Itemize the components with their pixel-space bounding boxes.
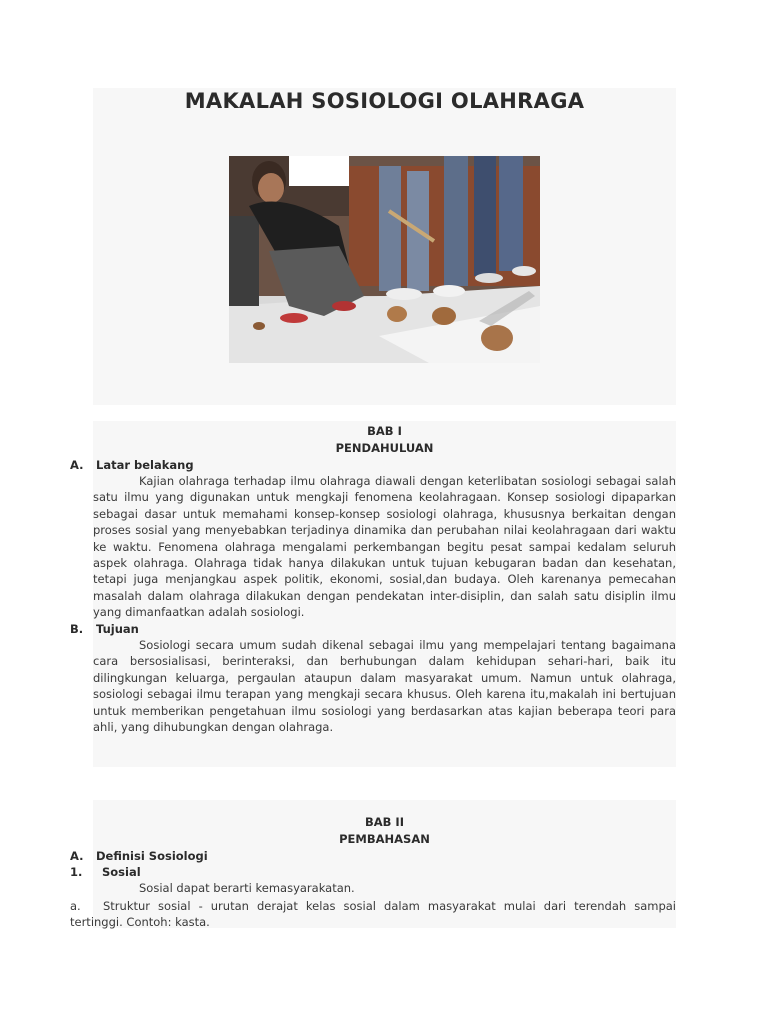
section-b-title: Tujuan [96, 622, 139, 636]
list-item-a-marker: a. [70, 899, 81, 913]
section-b-heading [70, 622, 139, 636]
sosial-title: Sosial [102, 865, 141, 879]
list-item-a [70, 898, 676, 931]
sosial-heading [70, 865, 141, 879]
sosial-paragraph: Sosial dapat berarti kemasyarakatan. [139, 881, 355, 895]
cover-photo-illustration [229, 156, 540, 363]
section-a-paragraph: Kajian olahraga terhadap ilmu olahraga diawali dengan keterlibatan sosiologi sebagai salah satu ilmu yang digunakan untuk mengkaji fenomena keolahragaan. Konsep sosiologi dipaparkan sebagai dasar untuk memahami konsep-konsep sosiologi olahraga, khususnya berkaitan dengan proses sosial yang menyebabkan terjadinya dinamika dan perubahan nilai keolahragaan dari waktu ke waktu. Fenomena olahraga mengalami perkembangan begitu pesat sampai kedalam seluruh aspek olahraga. Olahraga tidak hanya dilakukan untuk tujuan kebugaran badan dan kesehatan, tetapi juga menjangkau aspek politik, ekonomi, sosial,dan budaya. Oleh karenanya pemecahan masalah dalam olahraga dilakukan dengan pendekatan inter-disiplin, dan salah satu disiplin ilmu yang dimanfaatkan adalah sosiologi. [93, 474, 676, 620]
definisi-heading [70, 849, 208, 863]
list-item-a-text: Struktur sosial - urutan derajat kelas sosial dalam masyarakat mulai dari terendah sampai tertinggi. Contoh: kasta. [70, 899, 676, 930]
page-title: MAKALAH SOSIOLOGI OLAHRAGA [184, 89, 585, 113]
bab1-label: BAB I [367, 424, 402, 438]
definisi-title: Definisi Sosiologi [96, 849, 208, 863]
section-a-marker: A. [70, 458, 84, 472]
section-b-paragraph: Sosiologi secara umum sudah dikenal sebagai ilmu yang mempelajari tentang bagaimana cara bersosialisasi, berinteraksi, dan berhubungan dalam kehidupan sehari-hari, baik itu dilingkungan keluarga, pergaulan ataupun dalam masyarakat umum. Namun untuk olahraga, sosiologi sebagai ilmu terapan yang mengkaji secara khusus. Oleh karena itu,makalah ini bertujuan untuk memberikan pengetahuan ilmu sosiologi yang berdasarkan atas kajian beberapa teori para ahli, yang dihubungkan dengan olahraga. [93, 638, 676, 735]
section-a-heading [70, 458, 194, 472]
cover-photo [229, 156, 540, 363]
bab1-heading: PENDAHULUAN [335, 441, 434, 455]
section-a-title: Latar belakang [96, 458, 194, 472]
bab2-heading: PEMBAHASAN [339, 832, 430, 846]
bab2-label: BAB II [365, 815, 404, 829]
section-b-marker: B. [70, 622, 84, 636]
definisi-marker: A. [70, 849, 84, 863]
sosial-marker: 1. [70, 865, 83, 879]
